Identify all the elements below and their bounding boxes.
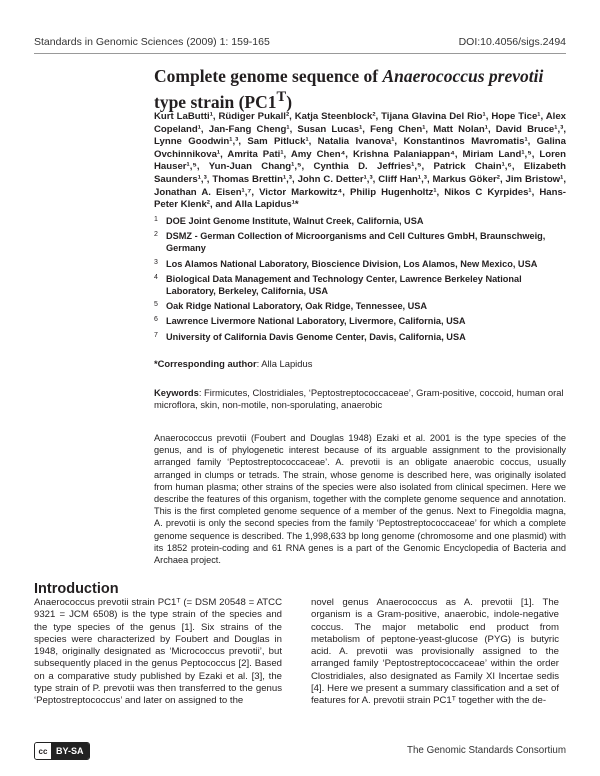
keywords: Keywords: Firmicutes, Clostridiales, ‘Peptostreptococcaceae’, Gram-positive, coccoid, human oral microflora, skin, non-motile, non-sporulating, anaerobic	[154, 387, 564, 410]
footer	[34, 742, 566, 762]
running-header	[34, 36, 566, 50]
section-heading-introduction: Introduction	[34, 581, 119, 597]
affiliation-5: 5 Oak Ridge National Laboratory, Oak Ridge, Tennessee, USA	[154, 301, 428, 312]
corresponding-author: *Corresponding author: Alla Lapidus	[154, 358, 313, 369]
affiliation-6: 6 Lawrence Livermore National Laboratory, Livermore, California, USA	[154, 316, 466, 327]
affiliation-1: 1 DOE Joint Genome Institute, Walnut Creek, California, USA	[154, 216, 424, 226]
creative-commons-icon: cc	[35, 743, 51, 759]
abstract: Anaerococcus prevotii (Foubert and Douglas 1948) Ezaki et al. 2001 is the type species of the genus, and is of phylogenetic interest because of its arguable assignment to the provisionally arranged family ‘Peptostreptococcaceae’. A. prevotii is an obligate anaerobic coccus, usually arranged in clumps or tetrads. The strain, whose genome is described here, was originally isolated from human plasma; other strains of the species were also isolated from clinical specimen. Here we describe the features of this organism, together with the complete genome sequence and annotation. This is the first completed genome sequence of a member of the genus. Next to Finegoldia magna, A. prevotii is only the second species from the family ‘Peptostreptococcaceae’ for which a complete genome sequence is described. The 1,998,633 bp long genome (chromosome and one plasmid) with its 1852 protein-coding and 61 RNA genes is a part of the Genomic Encyclopedia of Bacteria and Archaea project.	[154, 433, 566, 566]
title-species: Anaerococcus prevotii	[382, 66, 544, 86]
intro-column-left: Anaerococcus prevotii strain PC1ᵀ (= DSM 20548 = ATCC 9321 = JCM 6508) is the type strain of the species and the type species of the genus [1]. Six strains of the species were characterized by Foubert and Douglas in 1948, originally designated as ‘Micrococcus prevotii’, but subsequently placed in the genus Peptococcus [2]. Based on a comparative study published by Ezaki et al. [3], the type strain of P. prevotii was then transferred to the genus ‘Peptostreptococcus’ and later on assigned to the	[34, 597, 282, 707]
journal-citation: Standards in Genomic Sciences (2009) 1: 159-165	[34, 36, 270, 48]
affiliation-2: 2 DSMZ - German Collection of Microorganisms and Cell Cultures GmbH, Braunschweig, Germany	[154, 231, 546, 254]
publisher: The Genomic Standards Consortium	[407, 745, 566, 756]
header-rule	[34, 53, 566, 54]
affiliation-3: 3 Los Alamos National Laboratory, Bioscience Division, Los Alamos, New Mexico, USA	[154, 258, 538, 269]
affiliations	[154, 215, 566, 346]
license-label: BY-SA	[51, 743, 89, 759]
author-list[interactable]: Kurt LaButti¹, Rüdiger Pukall², Katja Steenblock², Tijana Glavina Del Rio¹, Hope Tice¹, Alex Copeland¹, Jan-Fang Cheng¹, Susan Lucas¹, Feng Chen¹, Matt Nolan¹, David Bruce¹,³, Lynne Goodwin¹,³, Sam Pitluck¹, Natalia Ivanova¹, Konstantinos Mavromatis¹, Galina Ovchinnikova¹, Amrita Pati¹, Amy Chen⁴, Krishna Palaniappan⁴, Miriam Land¹,⁵, Loren Hauser¹,⁵, Yun-Juan Chang¹,⁵, Cynthia D. Jeffries¹,⁵, Patrick Chain¹,⁶, Elizabeth Saunders¹,³, Thomas Brettin¹,³, John C. Detter¹,³, Cliff Han¹,³, Markus Göker², Jim Bristow¹, Jonathan A. Eisen¹,⁷, Victor Markowitz⁴, Philip Hugenholtz¹, Nikos C Kyrpides¹, Hans-Peter Klenk², and Alla Lapidus¹*	[154, 111, 566, 211]
cc-license-badge[interactable]	[34, 742, 90, 760]
doi[interactable]: DOI:10.4056/sigs.2494	[458, 36, 566, 48]
article-title: Complete genome sequence of Anaerococcus prevotii type strain $(PC1^T)$	[154, 66, 544, 112]
affiliation-7: 7 University of California Davis Genome Center, Davis, California, USA	[154, 331, 466, 342]
affiliation-4: 4 Biological Data Management and Technology Center, Lawrence Berkeley National Laboratory, Berkeley, California, USA	[154, 273, 522, 297]
intro-column-right: novel genus Anaerococcus as A. prevotii [1]. The organism is a Gram-positive, anaerobic, indole-negative coccus. The major metabolic end product from metabolism of peptone-yeast-glucose (PYG) is butyric acid. A. prevotii was provisionally assigned to the arranged family ‘Peptostreptococcaceae’ within the order Clostridiales, also designated as Family XI Incertae sedis [4]. Here we present a summary classification and a set of features for A. prevotii strain PC1ᵀ together with the de-	[311, 597, 559, 707]
